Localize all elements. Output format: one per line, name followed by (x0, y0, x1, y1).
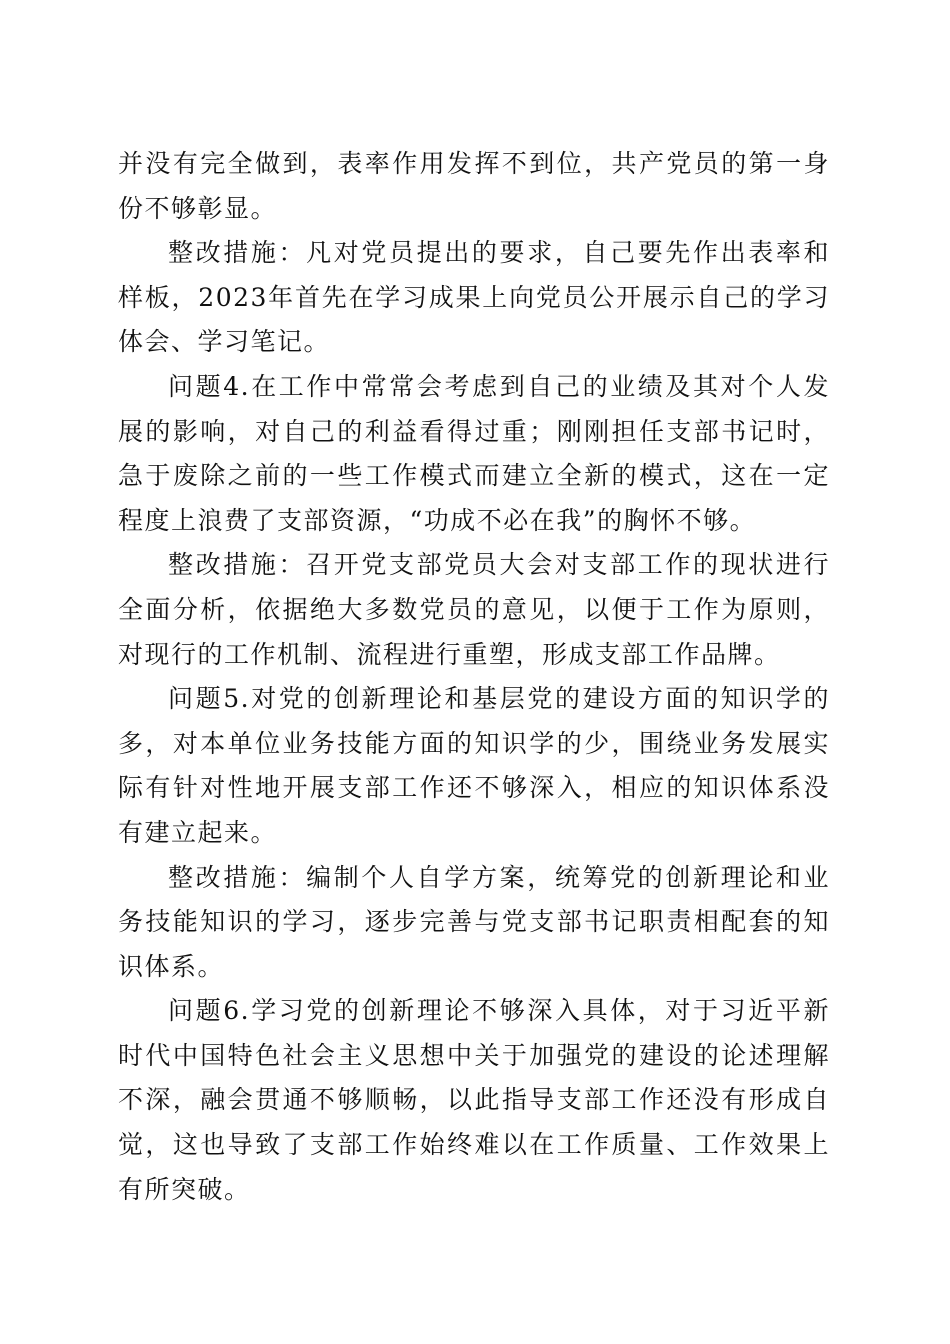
paragraph-problem-4: 问题4.在工作中常常会考虑到自己的业绩及其对个人发展的影响，对自己的利益看得过重；刚刚担任支部书记时，急于废除之前的一些工作模式而建立全新的模式，这在一定程度上浪费了支部资源，“功成不必在我”的胸怀不够。 (118, 371, 830, 535)
paragraph-rectification-4: 整改措施：召开党支部党员大会对支部工作的现状进行全面分析，依据绝大多数党员的意见，以便于工作为原则，对现行的工作机制、流程进行重塑，形成支部工作品牌。 (118, 550, 830, 669)
paragraph-rectification-5: 整改措施：编制个人自学方案，统筹党的创新理论和业务技能知识的学习，逐步完善与党支部书记职责相配套的知识体系。 (118, 862, 830, 981)
paragraph-problem-6: 问题6.学习党的创新理论不够深入具体，对于习近平新时代中国特色社会主义思想中关于加强党的建设的论述理解不深，融会贯通不够顺畅，以此指导支部工作还没有形成自觉，这也导致了支部工作始终难以在工作质量、工作效果上有所突破。 (118, 996, 830, 1204)
paragraph-problem-5: 问题5.对党的创新理论和基层党的建设方面的知识学的多，对本单位业务技能方面的知识学的少，围绕业务发展实际有针对性地开展支部工作还不够深入，相应的知识体系没有建立起来。 (118, 684, 830, 847)
paragraph-continuation: 并没有完全做到，表率作用发挥不到位，共产党员的第一身份不够彰显。 (118, 149, 830, 223)
document-body (118, 142, 830, 1212)
paragraph-rectification-3: 整改措施：凡对党员提出的要求，自己要先作出表率和样板，2023年首先在学习成果上向党员公开展示自己的学习体会、学习笔记。 (118, 238, 830, 357)
